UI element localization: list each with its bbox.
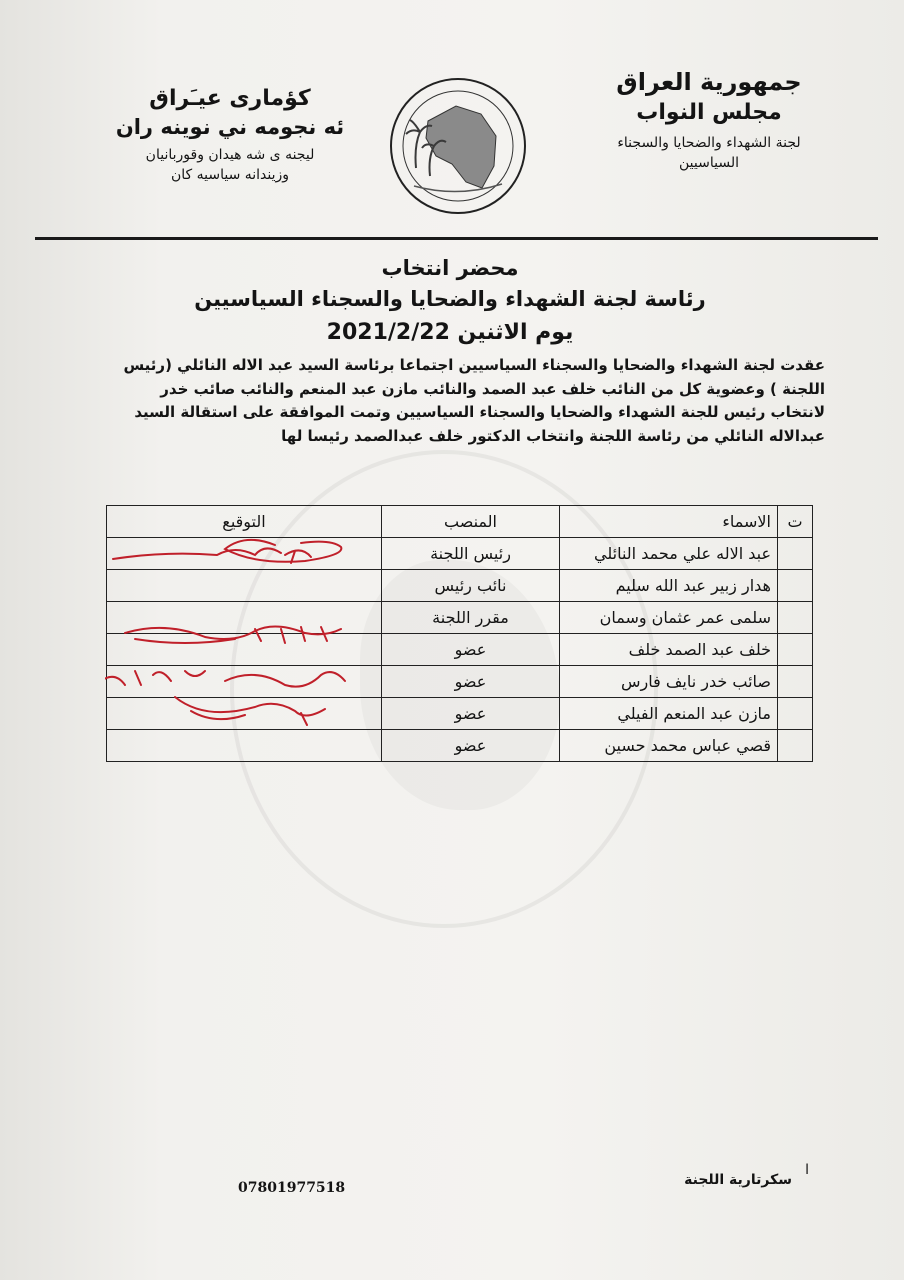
member-name: عبد الاله علي محمد النائلي [560,538,778,570]
header-num: ت [778,506,813,538]
header-committee-kurdish-1: ليجنه ى شه هيدان وقوربانيان [145,147,315,163]
contact-phone: 07801977518 [238,1180,346,1196]
parliament-seal-logo [386,76,530,216]
member-name: صائب خدر نايف فارس [560,666,778,698]
header-divider [35,237,878,240]
member-name: هدار زبير عبد الله سليم [560,570,778,602]
member-position: عضو [382,698,560,730]
member-name: مازن عبد المنعم الفيلي [560,698,778,730]
header-council-arabic: مجلس النواب [636,100,782,125]
header-signature: التوقيع [107,506,382,538]
document-subtitle: رئاسة لجنة الشهداء والضحايا والسجناء السياسيين [194,287,706,311]
document-date: يوم الاثنين 2021/2/22 [326,320,574,345]
header-committee-arabic: لجنة الشهداء والضحايا والسجناء السياسيين [617,135,801,171]
header-right-block [609,68,809,173]
member-position: عضو [382,730,560,762]
header-committee-kurdish-2: وزيندانه سياسيه كان [170,167,290,183]
member-name: خلف عبد الصمد خلف [560,634,778,666]
member-position: عضو [382,666,560,698]
header-council-kurdish: ئه نجومه ني نوينه ران [115,115,345,139]
member-name: سلمى عمر عثمان وسمان [560,602,778,634]
member-position: عضو [382,634,560,666]
member-name: قصي عباس محمد حسين [560,730,778,762]
minutes-paragraph: عقدت لجنة الشهداء والضحايا والسجناء السياسيين اجتماعا برئاسة السيد عبد الاله النائلي (رئيس اللجنة ) وعضوية كل من النائب خلف عبد الصمد والنائب مازن عبد المنعم والنائب صائب خدر لانتخاب رئيس للجنة الشهداء والضحايا والسجناء السياسيين وتمت الموافقة على استقالة السيد عبدالاله النائلي من رئاسة اللجنة وانتخاب الدكتور خلف عبدالصمد رئيسا لها [123,356,825,445]
committee-secretariat: سكرتارية اللجنة [684,1172,792,1188]
footer-mark: ا [805,1162,809,1178]
header-country-kurdish: كؤمارى عيـَراق [149,86,311,111]
header-position: المنصب [382,506,560,538]
header-country-arabic: جمهورية العراق [616,68,802,96]
header-names: الاسماء [560,506,778,538]
member-position: مقرر اللجنة [382,602,560,634]
handwritten-signatures [105,525,365,735]
member-position: نائب رئيس [382,570,560,602]
document-title: محضر انتخاب [381,256,519,280]
member-position: رئيس اللجنة [382,538,560,570]
header-left-block [90,86,370,183]
